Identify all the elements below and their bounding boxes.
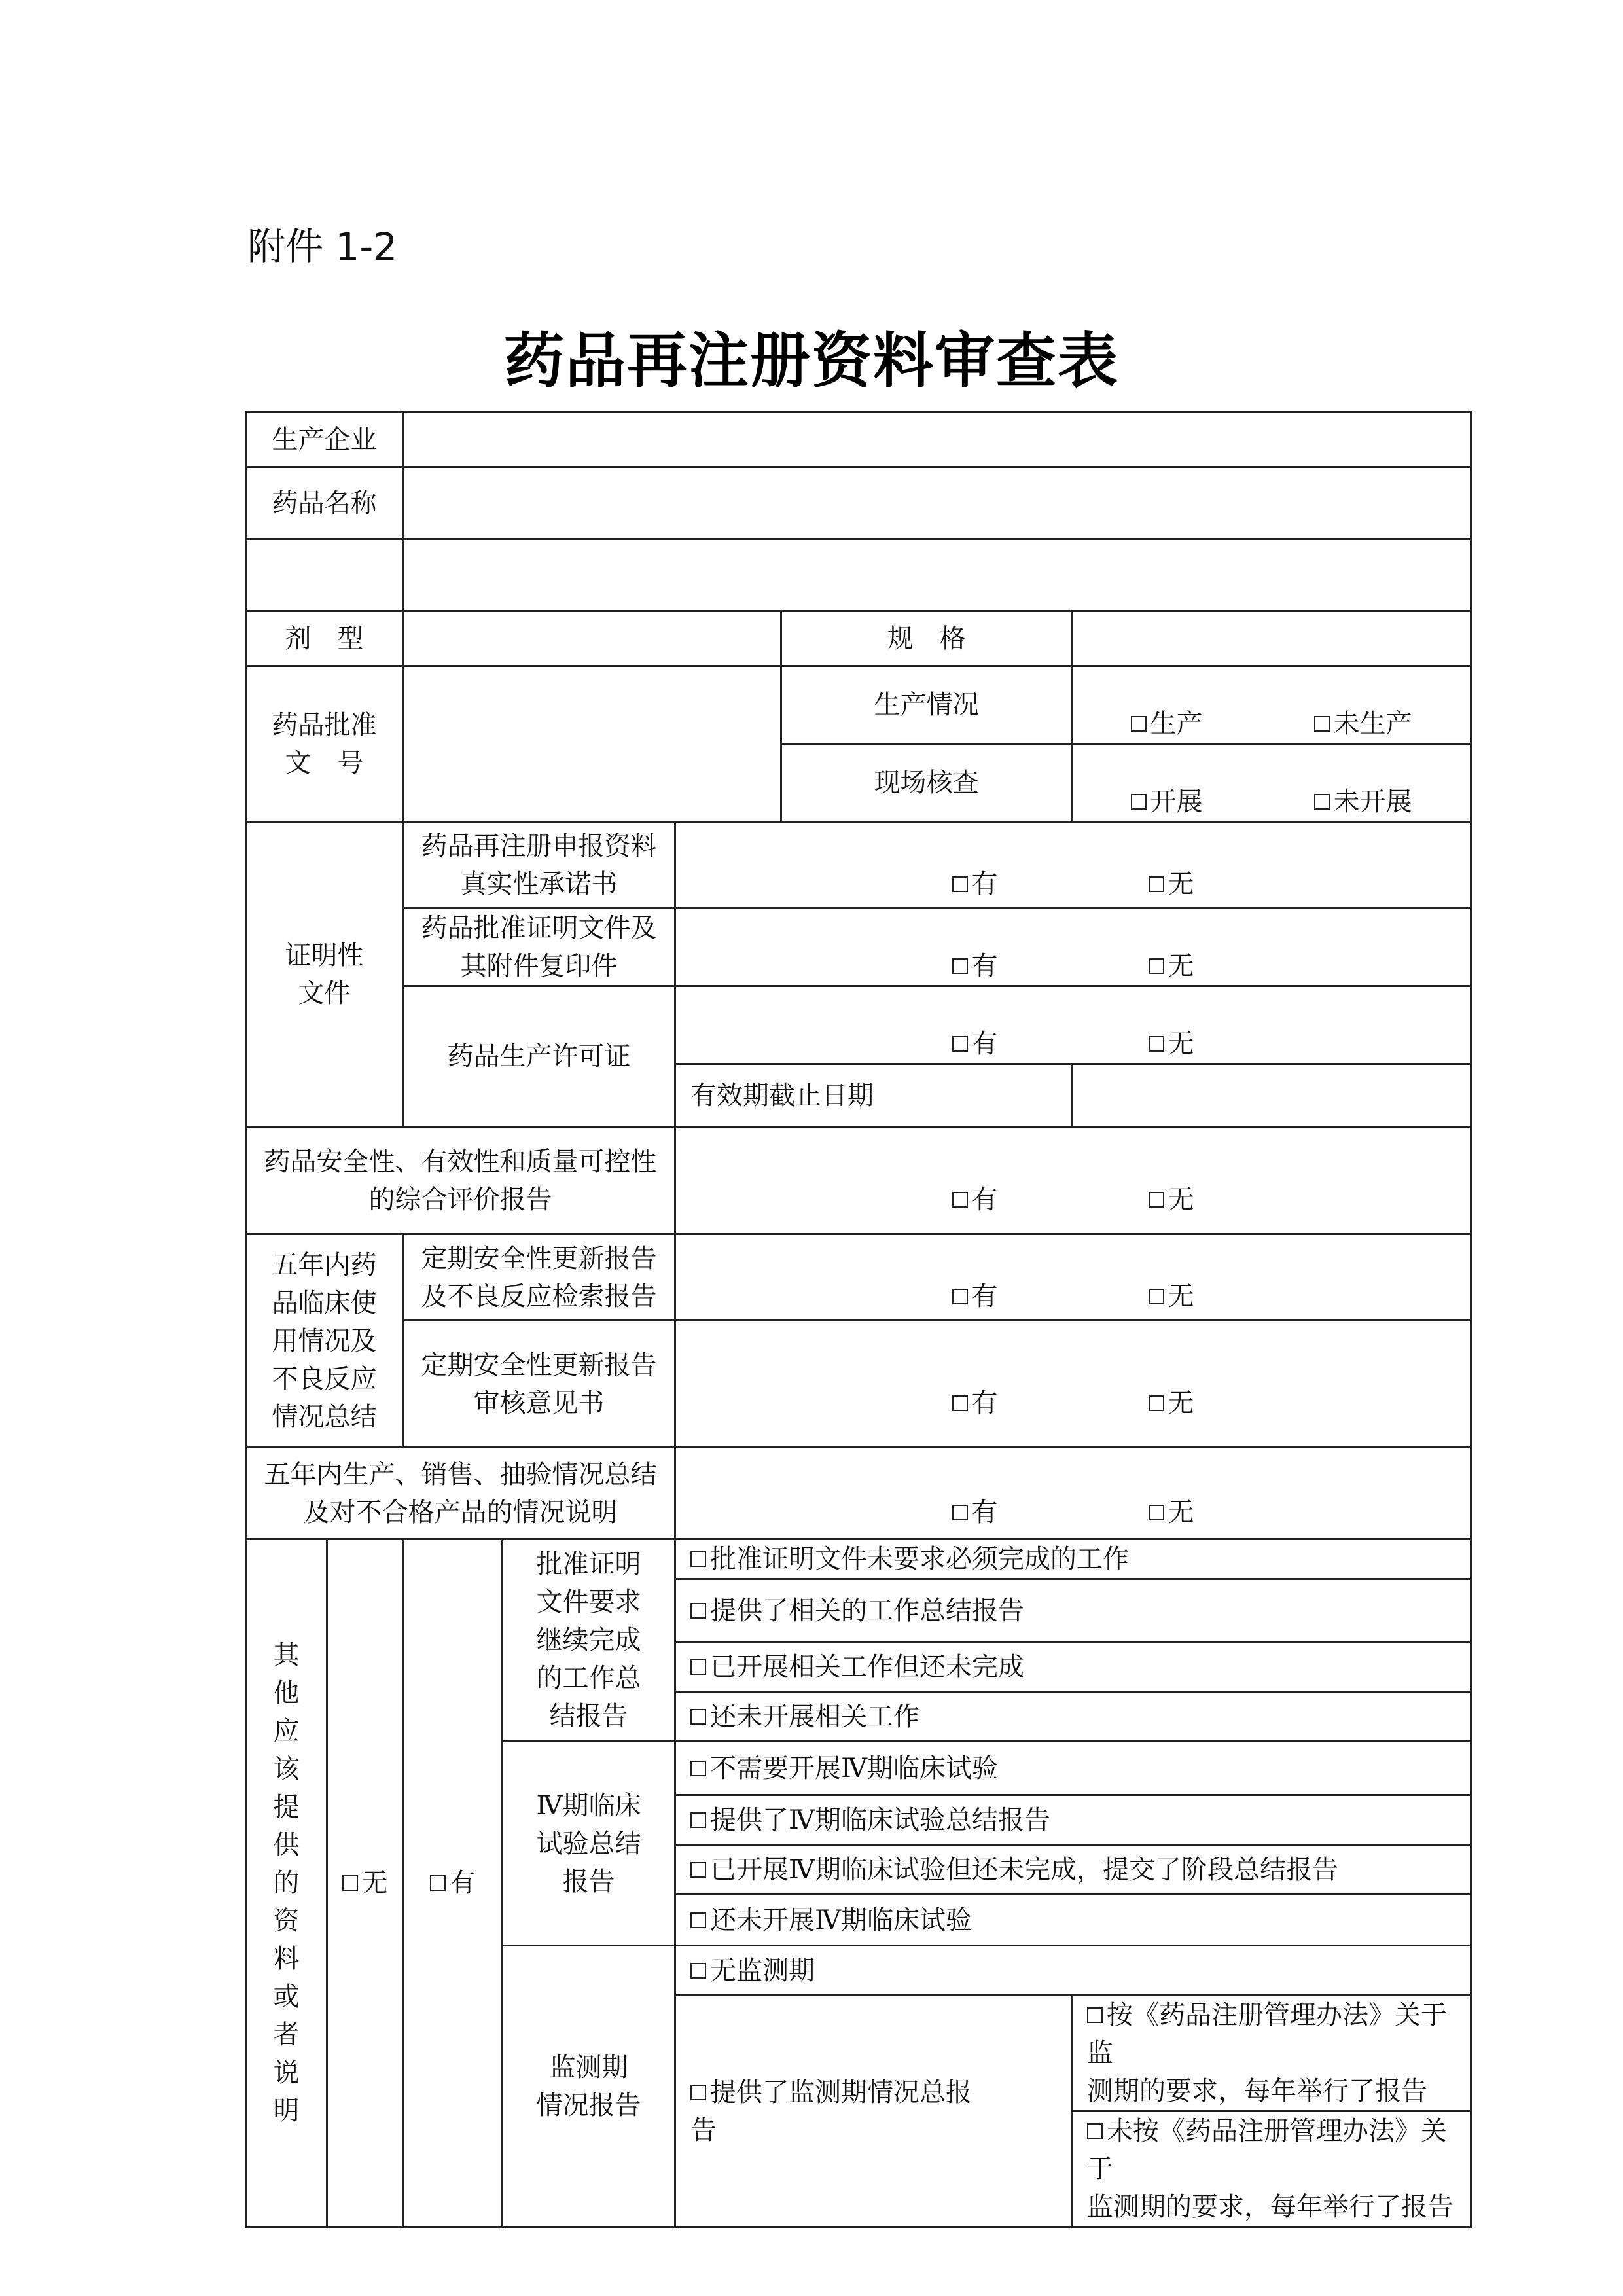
label-production-summary: 五年内生产、销售、抽验情况总结 及对不合格产品的情况说明 bbox=[246, 1448, 675, 1539]
checkbox-monitoring-per-rules[interactable]: 按《药品注册管理办法》关于监 测期的要求，每年举行了报告 bbox=[1072, 1996, 1471, 2111]
checkbox-icon bbox=[430, 1875, 446, 1891]
input-expiry-date[interactable] bbox=[1072, 1064, 1471, 1127]
checkbox-production-summary-yes[interactable]: 有 bbox=[952, 1494, 998, 1532]
checkbox-not-conducted[interactable]: 未开展 bbox=[1314, 783, 1412, 821]
site-inspection-options bbox=[1072, 744, 1471, 822]
checkbox-icon bbox=[952, 958, 968, 974]
checkbox-icon bbox=[690, 1761, 706, 1776]
label-continued-work: 批准证明 文件要求 继续完成 的工作总 结报告 bbox=[503, 1539, 675, 1742]
checkbox-icon bbox=[952, 876, 968, 892]
label-enterprise: 生产企业 bbox=[246, 412, 403, 467]
label-production-license: 药品生产许可证 bbox=[403, 986, 675, 1127]
label-blank bbox=[246, 539, 403, 611]
psur-options bbox=[675, 1234, 1471, 1321]
label-dosage-form: 剂 型 bbox=[246, 611, 403, 666]
checkbox-psur-yes[interactable]: 有 bbox=[952, 1278, 998, 1316]
checkbox-icon bbox=[952, 1505, 968, 1520]
annex-label: 附件 1-2 bbox=[247, 224, 398, 269]
checkbox-icon bbox=[1149, 1036, 1164, 1052]
checkbox-icon bbox=[1149, 1505, 1164, 1520]
review-form-table bbox=[245, 411, 1472, 2228]
input-dosage-form[interactable] bbox=[403, 611, 781, 666]
checkbox-icon bbox=[1149, 1395, 1164, 1411]
approval-copy-options bbox=[675, 908, 1471, 986]
checkbox-commitment-yes[interactable]: 有 bbox=[952, 865, 998, 903]
license-options bbox=[675, 986, 1471, 1064]
checkbox-commitment-no[interactable]: 无 bbox=[1149, 865, 1194, 903]
checkbox-psur-review-yes[interactable]: 有 bbox=[952, 1384, 998, 1422]
label-drug-name: 药品名称 bbox=[246, 467, 403, 539]
label-site-inspection: 现场核查 bbox=[781, 744, 1072, 822]
checkbox-license-yes[interactable]: 有 bbox=[952, 1025, 998, 1063]
label-monitoring-report: 监测期 情况报告 bbox=[503, 1946, 675, 2227]
checkbox-psur-no[interactable]: 无 bbox=[1149, 1278, 1194, 1316]
checkbox-icon bbox=[1314, 794, 1330, 810]
input-enterprise[interactable] bbox=[403, 412, 1471, 467]
checkbox-production-summary-no[interactable]: 无 bbox=[1149, 1494, 1194, 1532]
checkbox-evaluation-yes[interactable]: 有 bbox=[952, 1181, 998, 1219]
checkbox-icon bbox=[690, 1862, 706, 1878]
checkbox-icon bbox=[690, 1659, 706, 1675]
checkbox-continued-work-1[interactable]: 提供了相关的工作总结报告 bbox=[675, 1579, 1471, 1642]
checkbox-icon bbox=[1087, 2007, 1103, 2023]
label-psur-review: 定期安全性更新报告 审核意见书 bbox=[403, 1321, 675, 1448]
production-summary-options bbox=[675, 1448, 1471, 1539]
checkbox-continued-work-2[interactable]: 已开展相关工作但还未完成 bbox=[675, 1642, 1471, 1692]
checkbox-icon bbox=[690, 1812, 706, 1828]
checkbox-icon bbox=[1149, 876, 1164, 892]
production-status-options bbox=[1072, 666, 1471, 744]
checkbox-icon bbox=[952, 1036, 968, 1052]
input-approval-no[interactable] bbox=[403, 666, 781, 822]
checkbox-icon bbox=[1131, 716, 1147, 732]
checkbox-icon bbox=[690, 1603, 706, 1619]
checkbox-icon bbox=[690, 1963, 706, 1979]
label-approval-copy: 药品批准证明文件及 其附件复印件 bbox=[403, 908, 675, 986]
checkbox-icon bbox=[1149, 958, 1164, 974]
checkbox-evaluation-no[interactable]: 无 bbox=[1149, 1181, 1194, 1219]
checkbox-other-has[interactable]: 有 bbox=[403, 1539, 503, 2227]
checkbox-icon bbox=[342, 1875, 358, 1891]
input-spec[interactable] bbox=[1072, 611, 1471, 666]
commitment-options bbox=[675, 822, 1471, 908]
checkbox-icon bbox=[1087, 2123, 1103, 2139]
checkbox-icon bbox=[690, 1709, 706, 1725]
checkbox-approval-copy-no[interactable]: 无 bbox=[1149, 947, 1194, 985]
checkbox-continued-work-3[interactable]: 还未开展相关工作 bbox=[675, 1692, 1471, 1742]
label-certificates: 证明性 文件 bbox=[246, 822, 403, 1127]
label-evaluation-report: 药品安全性、有效性和质量可控性 的综合评价报告 bbox=[246, 1127, 675, 1234]
checkbox-phase4-2[interactable]: 已开展Ⅳ期临床试验但还未完成，提交了阶段总结报告 bbox=[675, 1845, 1471, 1895]
input-blank[interactable] bbox=[403, 539, 1471, 611]
checkbox-conducted[interactable]: 开展 bbox=[1131, 783, 1203, 821]
label-expiry-date: 有效期截止日期 bbox=[675, 1064, 1072, 1127]
checkbox-icon bbox=[1149, 1192, 1164, 1208]
label-other-materials: 其他应该提供的资料或者说明 bbox=[246, 1539, 327, 2227]
checkbox-license-no[interactable]: 无 bbox=[1149, 1025, 1194, 1063]
input-drug-name[interactable] bbox=[403, 467, 1471, 539]
label-spec: 规 格 bbox=[781, 611, 1072, 666]
checkbox-icon bbox=[952, 1395, 968, 1411]
checkbox-monitoring-provided[interactable]: 提供了监测期情况总报 告 bbox=[675, 1996, 1072, 2227]
checkbox-not-produced[interactable]: 未生产 bbox=[1314, 705, 1412, 743]
checkbox-phase4-1[interactable]: 提供了Ⅳ期临床试验总结报告 bbox=[675, 1795, 1471, 1845]
evaluation-options bbox=[675, 1127, 1471, 1234]
label-commitment: 药品再注册申报资料 真实性承诺书 bbox=[403, 822, 675, 908]
checkbox-psur-review-no[interactable]: 无 bbox=[1149, 1384, 1194, 1422]
checkbox-monitoring-not-per-rules[interactable]: 未按《药品注册管理办法》关于 监测期的要求，每年举行了报告 bbox=[1072, 2111, 1471, 2227]
label-clinical-summary: 五年内药 品临床使 用情况及 不良反应 情况总结 bbox=[246, 1234, 403, 1448]
label-production-status: 生产情况 bbox=[781, 666, 1072, 744]
checkbox-icon bbox=[1149, 1289, 1164, 1304]
psur-review-options bbox=[675, 1321, 1471, 1448]
checkbox-monitoring-none[interactable]: 无监测期 bbox=[675, 1946, 1471, 1996]
form-title: 药品再注册资料审查表 bbox=[503, 326, 1119, 396]
label-psur: 定期安全性更新报告 及不良反应检索报告 bbox=[403, 1234, 675, 1321]
checkbox-icon bbox=[952, 1289, 968, 1304]
checkbox-icon bbox=[1314, 716, 1330, 732]
checkbox-icon bbox=[690, 2085, 706, 2100]
checkbox-icon bbox=[952, 1192, 968, 1208]
checkbox-icon bbox=[1131, 794, 1147, 810]
label-phase4-report: Ⅳ期临床 试验总结 报告 bbox=[503, 1742, 675, 1946]
checkbox-produced[interactable]: 生产 bbox=[1131, 705, 1203, 743]
checkbox-icon bbox=[690, 1912, 706, 1928]
checkbox-phase4-3[interactable]: 还未开展Ⅳ期临床试验 bbox=[675, 1895, 1471, 1946]
checkbox-other-none[interactable]: 无 bbox=[327, 1539, 403, 2227]
checkbox-icon bbox=[690, 1551, 706, 1567]
checkbox-approval-copy-yes[interactable]: 有 bbox=[952, 947, 998, 985]
checkbox-phase4-0[interactable]: 不需要开展Ⅳ期临床试验 bbox=[675, 1742, 1471, 1795]
label-approval-no: 药品批准 文 号 bbox=[246, 666, 403, 822]
checkbox-continued-work-0[interactable]: 批准证明文件未要求必须完成的工作 bbox=[675, 1539, 1471, 1579]
